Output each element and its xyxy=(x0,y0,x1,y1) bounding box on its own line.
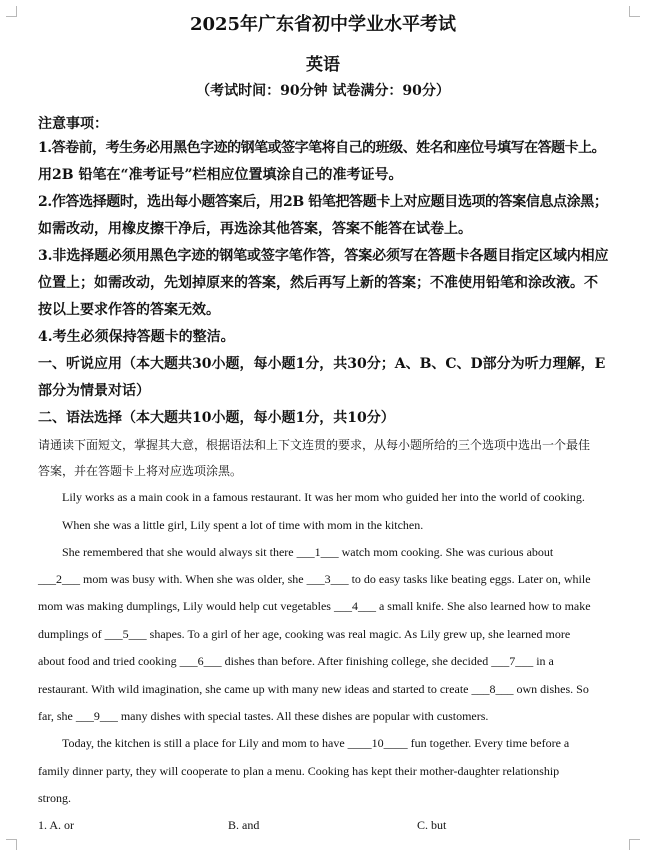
notice-line: 用2B 铅笔在“准考证号”栏相应位置填涂自己的准考证号。 xyxy=(38,167,403,183)
passage-line: ___2___ mom was busy with. When she was older, she ___3___ to do easy tasks like beating eggs. Later on, while xyxy=(38,572,591,586)
passage-line: mom was making dumplings, Lily would help cut vegetables ___4___ a small knife. She also learned how to make xyxy=(38,599,591,613)
notice-line: 1.答卷前，考生务必用黑色字迹的钢笔或签字笔将自己的班级、姓名和座位号填写在答题卡上。 xyxy=(38,140,606,156)
section2-instructions: 请通读下面短文，掌握其大意，根据语法和上下文连贯的要求，从每小题所给的三个选项中选出一个最佳 xyxy=(38,438,591,452)
notice-line: 位置上；如需改动，先划掉原来的答案，然后再写上新的答案；不准使用铅笔和涂改液。不 xyxy=(38,275,598,291)
passage-line: She remembered that she would always sit there ___1___ watch mom cooking. She was curious about xyxy=(62,545,554,559)
question1-option-a: 1. A. or xyxy=(38,818,74,832)
passage-line: Today, the kitchen is still a place for Lily and mom to have ____10____ fun together. Every time before a xyxy=(62,736,570,750)
exam-subject: 英语 xyxy=(306,55,340,75)
section2-heading: 二、语法选择（本大题共10小题，每小题1分，共10分） xyxy=(38,410,395,426)
passage-line: dumplings of ___5___ shapes. To a girl of her age, cooking was real magic. As Lily grew up, she learned more xyxy=(38,627,571,641)
notice-line: 4.考生必须保持答题卡的整洁。 xyxy=(38,329,235,345)
passage-line: When she was a little girl, Lily spent a lot of time with mom in the kitchen. xyxy=(62,518,424,532)
exam-title: 2025年广东省初中学业水平考试 xyxy=(189,14,457,35)
notice-line: 2.作答选择题时，选出每小题答案后，用2B 铅笔把答题卡上对应题目选项的答案信息点涂黑； xyxy=(38,194,608,210)
question1-option-c: C. but xyxy=(417,818,447,832)
notice-line: 按以上要求作答的答案无效。 xyxy=(38,302,220,318)
passage-line: Lily works as a main cook in a famous restaurant. It was her mom who guided her into the world of cooking. xyxy=(62,490,585,504)
passage-line: restaurant. With wild imagination, she came up with many new ideas and started to create ___8___ own dishes. So xyxy=(38,682,589,696)
page-corner-mark xyxy=(629,839,640,850)
notice-heading: 注意事项： xyxy=(38,116,108,132)
exam-time-and-score: （考试时间：90分钟 试卷满分：90分） xyxy=(196,83,450,99)
passage-line: family dinner party, they will cooperate to plan a menu. Cooking has kept their mother-daughter relationship xyxy=(38,764,560,778)
section1-heading: 一、听说应用（本大题共30小题，每小题1分，共30分；A、B、C、D部分为听力理解，E xyxy=(38,356,606,372)
notice-line: 如需改动，用橡皮擦干净后，再选涂其他答案，答案不能答在试卷上。 xyxy=(38,221,472,237)
notice-line: 3.非选择题必须用黑色字迹的钢笔或签字笔作答，答案必须写在答题卡各题目指定区域内相应 xyxy=(38,248,609,264)
section2-instructions: 答案，并在答题卡上将对应选项涂黑。 xyxy=(38,464,243,478)
passage-line: strong. xyxy=(38,791,71,805)
passage-line: about food and tried cooking ___6___ dishes than before. After finishing college, she decided ___7___ in a xyxy=(38,654,554,668)
question1-option-b: B. and xyxy=(228,818,260,832)
passage-line: far, she ___9___ many dishes with special tastes. All these dishes are popular with customers. xyxy=(38,709,489,723)
page-corner-mark xyxy=(6,839,17,850)
section1-heading: 部分为情景对话） xyxy=(38,383,150,399)
